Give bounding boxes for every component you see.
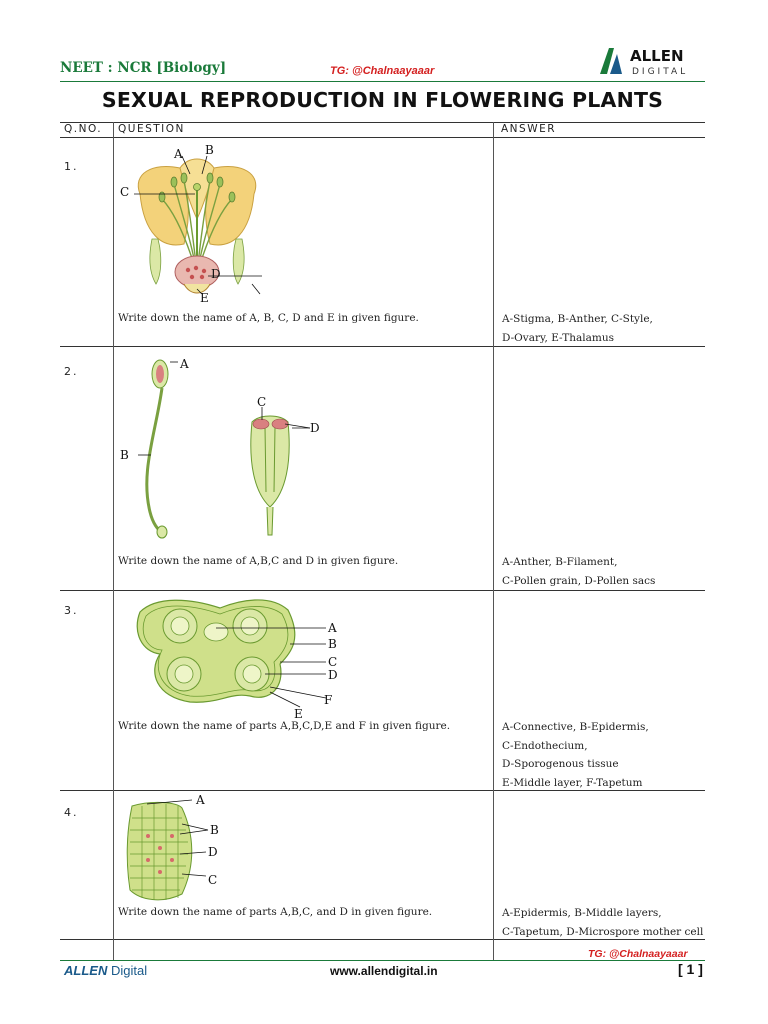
- question-text: Write down the name of A, B, C, D and E in given figure.: [118, 312, 419, 324]
- footer-telegram-handle[interactable]: TG: @Chalnaayaaar: [588, 948, 688, 960]
- figure-label: E: [200, 291, 209, 305]
- row-divider: [60, 590, 705, 591]
- figure-label: C: [328, 655, 338, 669]
- answer-text: A-Anther, B-Filament, C-Pollen grain, D-Pollen sacs: [502, 556, 656, 587]
- question-number: 2.: [64, 365, 79, 378]
- figure-label: B: [120, 448, 129, 462]
- figure-label: D: [310, 421, 320, 435]
- flower-section-figure: [122, 144, 272, 304]
- figure-label: F: [324, 693, 333, 707]
- figure-label: E: [294, 707, 303, 721]
- subject-label: NEET : NCR [Biology]: [60, 60, 227, 76]
- question-text: Write down the name of A,B,C and D in given figure.: [118, 555, 399, 567]
- footer-website-link[interactable]: www.allendigital.in: [330, 964, 438, 978]
- figure-label: D: [208, 845, 218, 859]
- question-text: Write down the name of parts A,B,C, and D in given figure.: [118, 906, 433, 918]
- figure-label: A: [174, 147, 183, 161]
- logo-main: ALLEN: [630, 47, 684, 65]
- col-divider: [493, 122, 494, 960]
- col-header-answer: ANSWER: [501, 123, 557, 135]
- col-header-question: QUESTION: [118, 123, 185, 135]
- question-text: Write down the name of parts A,B,C,D,E and F in given figure.: [118, 720, 451, 732]
- answer-text: A-Connective, B-Epidermis, C-Endothecium, D-Sporogenous tissue E-Middle layer, F-Tapetum: [502, 721, 649, 789]
- question-number: 4.: [64, 806, 79, 819]
- figure-label: D: [328, 668, 338, 682]
- question-number: 3.: [64, 604, 79, 617]
- footer-brand: [64, 963, 147, 978]
- col-header-qno: Q.NO.: [64, 123, 103, 135]
- footer-rule: [60, 960, 705, 961]
- figure-label: A: [180, 357, 189, 371]
- figure-label: A: [196, 793, 205, 807]
- header-rule: [60, 81, 705, 82]
- question-number: 1.: [64, 160, 79, 173]
- figure-label: B: [205, 143, 214, 157]
- table-header-rule: [60, 137, 705, 138]
- footer-brand-rest: Digital: [107, 963, 148, 978]
- figure-label: B: [328, 637, 337, 651]
- page-title: SEXUAL REPRODUCTION IN FLOWERING PLANTS: [101, 88, 664, 112]
- figure-label: D: [211, 267, 221, 281]
- figure-label: B: [210, 823, 219, 837]
- figure-label: C: [257, 395, 267, 409]
- logo-sub: DIGITAL: [632, 67, 689, 77]
- answer-text: A-Stigma, B-Anther, C-Style, D-Ovary, E-Thalamus: [502, 313, 653, 344]
- figure-label: C: [120, 185, 130, 199]
- figure-label: C: [208, 873, 218, 887]
- figure-label: A: [328, 621, 337, 635]
- microsporangium-wall-figure: [122, 794, 282, 906]
- telegram-handle[interactable]: TG: @Chalnaayaaar: [330, 65, 435, 77]
- page-number: [ 1 ]: [678, 961, 703, 977]
- allen-digital-logo: [600, 46, 704, 78]
- qa-table: [60, 122, 705, 960]
- anther-section-figure: [120, 592, 340, 722]
- stamen-figure: [120, 352, 320, 542]
- footer-brand-bold: ALLEN: [64, 963, 108, 978]
- answer-text: A-Epidermis, B-Middle layers, C-Tapetum, D-Microspore mother cell: [502, 907, 704, 938]
- col-divider: [113, 122, 114, 960]
